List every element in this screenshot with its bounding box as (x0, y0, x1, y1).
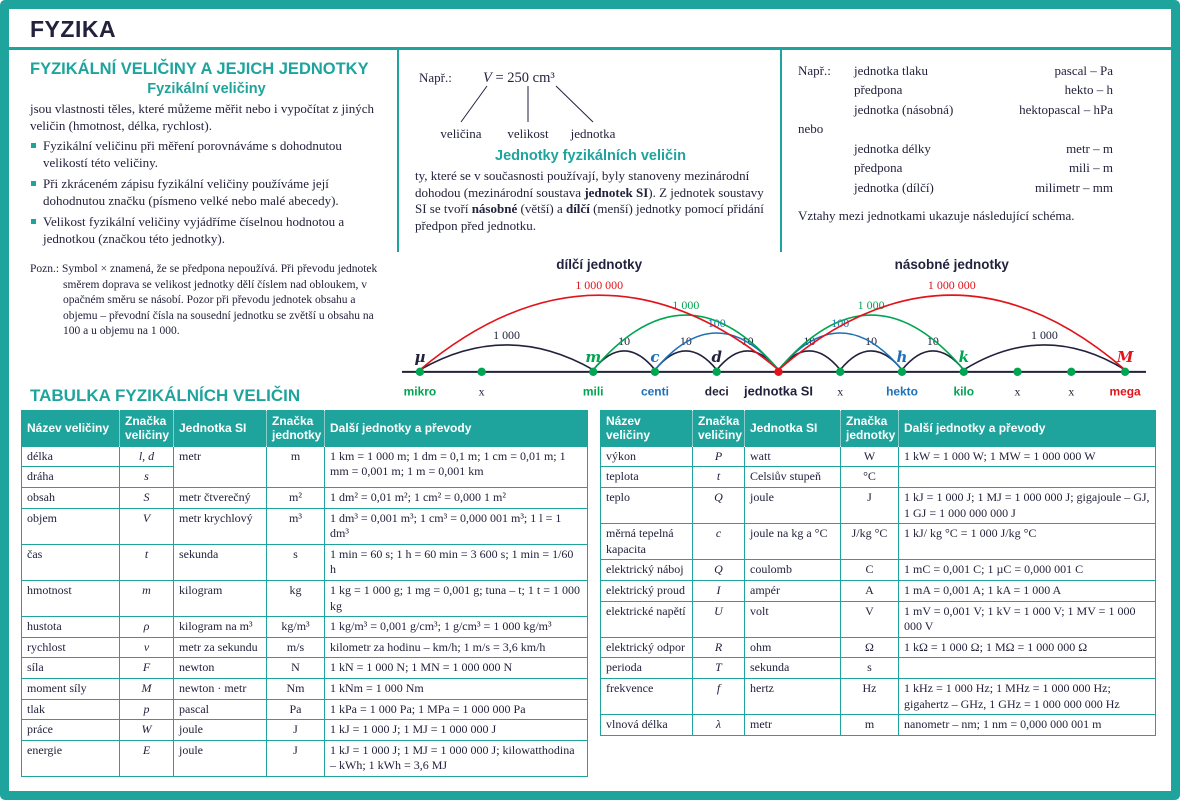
quantity-symbol: U (693, 601, 745, 637)
prefix-point (713, 368, 721, 376)
si-unit-name: watt (745, 446, 841, 467)
callout-unit: jednotka (570, 126, 616, 141)
table-row (22, 740, 588, 776)
quantity-symbol: t (120, 544, 174, 580)
quantity-name: tlak (22, 699, 120, 720)
si-unit-name: metr (174, 446, 267, 487)
si-unit-name: sekunda (745, 658, 841, 679)
quantity-name: hmotnost (22, 580, 120, 616)
other-units: 1 dm³ = 0,001 m³; 1 cm³ = 0,000 001 m³; 1 l = 1 dm³ (325, 508, 588, 544)
conversion-factor: 10 (679, 333, 692, 348)
quantity-name: objem (22, 508, 120, 544)
quantity-name: vlnová délka (601, 715, 693, 736)
unit-symbol: kg (267, 580, 325, 616)
table-row (601, 560, 1156, 581)
prefix-name: hekto (886, 384, 918, 399)
si-unit-name: kilogram (174, 580, 267, 616)
table-row (601, 601, 1156, 637)
table-row (601, 678, 1156, 714)
prefix-example-key: jednotka (násobná) (854, 101, 954, 117)
si-unit-name: joule (174, 740, 267, 776)
quantity-name: teplota (601, 467, 693, 488)
units-subtitle: Jednotky fyzikálních veličin (495, 148, 686, 164)
si-unit-label: jednotka SI (743, 383, 813, 399)
unit-symbol: Nm (267, 678, 325, 699)
other-units: 1 kΩ = 1 000 Ω; 1 MΩ = 1 000 000 Ω (899, 637, 1156, 658)
callout-quantity: veličina (440, 126, 482, 141)
prefix-example-value (953, 120, 1157, 138)
table-row (22, 658, 588, 679)
other-units: 1 min = 60 s; 1 h = 60 min = 3 600 s; 1 min = 1/60 h (325, 544, 588, 580)
prefix-name: centi (641, 384, 669, 399)
quantities-table-left (21, 410, 588, 777)
table-row (601, 524, 1156, 560)
prefix-example-lead (798, 140, 854, 158)
quantity-name: moment síly (22, 678, 120, 699)
quantity-symbol: c (693, 524, 745, 560)
column-header: Další jednotky a převody (899, 411, 1156, 447)
prefix-name: kilo (953, 384, 975, 399)
schema-diagram-area (384, 252, 1171, 410)
prefix-letter: M (1116, 347, 1134, 366)
other-units: 1 kHz = 1 000 Hz; 1 MHz = 1 000 000 Hz; gigahertz – GHz, 1 GHz = 1 000 000 000 Hz (899, 678, 1156, 714)
quantity-symbol: T (693, 658, 745, 679)
tables-section (9, 410, 1171, 777)
table-row (22, 720, 588, 741)
other-units: 1 kJ = 1 000 J; 1 MJ = 1 000 000 J; kilowatthodina – kWh; 1 kWh = 3,6 MJ (325, 740, 588, 776)
unit-symbol: J (841, 487, 899, 523)
quantities-intro: jsou vlastnosti těles, které můžeme měřit nebo i vypočítat z jiných veličin (hmotnost, délka, rychlost). (30, 101, 375, 133)
intro-section (9, 50, 1171, 252)
units-column (397, 50, 780, 252)
other-units: 1 km = 1 000 m; 1 dm = 0,1 m; 1 cm = 0,01 m; 1 mm = 0,001 m; 1 m = 0,001 km (325, 446, 588, 487)
callout-magnitude: velikost (507, 126, 549, 141)
si-unit-name: volt (745, 601, 841, 637)
example-formula: V = 250 cm³ (483, 70, 555, 86)
bullet-item: Při zkráceném zápisu fyzikální veličiny používáme její dohodnutou značku (písmeno velké nebo malé abecedy). (30, 176, 383, 209)
prefix-name: x (1014, 384, 1021, 399)
quantity-name: teplo (601, 487, 693, 523)
prefix-point (589, 368, 597, 376)
unit-symbol: Pa (267, 699, 325, 720)
table-row (22, 580, 588, 616)
conversion-factor: 1 000 000 (927, 278, 976, 293)
prefix-example-column (780, 50, 1171, 252)
column-header: Jednotka SI (174, 411, 267, 447)
prefix-letter: c (650, 347, 660, 366)
quantity-symbol: W (120, 720, 174, 741)
conversion-arc (964, 345, 1125, 370)
table-row (22, 508, 588, 544)
column-header: Značka veličiny (120, 411, 174, 447)
quantities-bullet-list (30, 138, 383, 247)
conversion-factor: 10 (618, 333, 631, 348)
quantity-name: hustota (22, 617, 120, 638)
text-segment: (větší) a (517, 201, 566, 216)
table-title: TABULKA FYZIKÁLNÍCH VELIČIN (30, 386, 301, 405)
si-unit-point (774, 368, 782, 376)
schema-section (9, 252, 1171, 410)
unit-symbol: Ω (841, 637, 899, 658)
unit-symbol: J (267, 740, 325, 776)
si-unit-name: metr krychlový (174, 508, 267, 544)
quantities-column (9, 50, 397, 252)
callout-line (461, 86, 487, 122)
quantity-name: čas (22, 544, 120, 580)
quantity-symbol: t (693, 467, 745, 488)
prefix-example-rows (798, 62, 1157, 197)
other-units: 1 kJ/ kg °C = 1 000 J/kg °C (899, 524, 1156, 560)
diagram-group-title: dílčí jednotky (556, 257, 643, 273)
table-row (22, 487, 588, 508)
si-unit-name: coulomb (745, 560, 841, 581)
table-row (601, 446, 1156, 467)
prefix-letter: m (585, 347, 602, 366)
prefix-example-lead (798, 101, 854, 119)
prefix-example-value: pascal – Pa (1054, 63, 1113, 78)
text-segment: dílčí (565, 201, 590, 216)
si-unit-name: metr čtverečný (174, 487, 267, 508)
other-units: 1 kg = 1 000 g; 1 mg = 0,001 g; tuna – t; 1 t = 1 000 kg (325, 580, 588, 616)
column-header: Název veličiny (22, 411, 120, 447)
si-unit-name: ampér (745, 580, 841, 601)
bullet-item: Fyzikální veličinu při měření porovnáváme s dohodnutou velikostí této veličiny. (30, 138, 383, 171)
table-row (22, 544, 588, 580)
table-row (22, 617, 588, 638)
prefix-point (1013, 368, 1021, 376)
conversion-factor: 1 000 000 (575, 278, 624, 293)
page-header (9, 9, 1171, 50)
prefix-example-key (854, 120, 953, 138)
quantity-symbol: I (693, 580, 745, 601)
si-unit-name: sekunda (174, 544, 267, 580)
quantity-symbol: Q (693, 487, 745, 523)
quantity-example-diagram (415, 60, 765, 144)
quantity-name: délka (22, 446, 120, 467)
unit-symbol: J/kg °C (841, 524, 899, 560)
si-unit-name: kilogram na m³ (174, 617, 267, 638)
other-units: 1 kNm = 1 000 Nm (325, 678, 588, 699)
quantity-symbol: E (120, 740, 174, 776)
quantity-symbol: M (120, 678, 174, 699)
conversion-arc (778, 333, 902, 370)
prefix-letter: k (958, 347, 969, 366)
quantity-symbol: p (120, 699, 174, 720)
prefix-example-key: jednotka (dílčí) (854, 179, 934, 195)
quantity-symbol: F (120, 658, 174, 679)
prefix-letter: h (896, 347, 908, 366)
conversion-factor: 10 (741, 333, 754, 348)
prefix-name: x (478, 384, 485, 399)
conversion-factor: 100 (831, 316, 850, 331)
other-units: 1 mA = 0,001 A; 1 kA = 1 000 A (899, 580, 1156, 601)
column-header: Značka jednotky (841, 411, 899, 447)
bullet-item: Velikost fyzikální veličiny vyjádříme číselnou hodnotou a jednotkou (značkou této jednotky). (30, 214, 383, 247)
quantity-name: rychlost (22, 637, 120, 658)
other-units: 1 mV = 0,001 V; 1 kV = 1 000 V; 1 MV = 1 000 000 V (899, 601, 1156, 637)
section-title: FYZIKÁLNÍ VELIČINY A JEJICH JEDNOTKY (30, 60, 369, 78)
quantity-name: síla (22, 658, 120, 679)
quantity-name: elektrický proud (601, 580, 693, 601)
si-unit-name: ohm (745, 637, 841, 658)
column-header: Značka veličiny (693, 411, 745, 447)
quantity-name: elektrické napětí (601, 601, 693, 637)
conversion-factor: 1 000 (493, 327, 520, 342)
quantity-symbol: m (120, 580, 174, 616)
conversion-factor: 1 000 (1030, 327, 1058, 342)
prefix-name: mili (582, 384, 604, 399)
table-row (601, 658, 1156, 679)
other-units: 1 kW = 1 000 W; 1 MW = 1 000 000 W (899, 446, 1156, 467)
unit-symbol: m³ (267, 508, 325, 544)
unit-symbol: m/s (267, 637, 325, 658)
quantity-name: perioda (601, 658, 693, 679)
table-row (601, 637, 1156, 658)
quantity-name: dráha (22, 467, 120, 488)
unit-symbol: A (841, 580, 899, 601)
unit-symbol: m² (267, 487, 325, 508)
page-title: FYZIKA (30, 16, 117, 42)
quantity-symbol: l, d (120, 446, 174, 467)
other-units: 1 kPa = 1 000 Pa; 1 MPa = 1 000 000 Pa (325, 699, 588, 720)
prefix-letter: d (711, 347, 722, 366)
quantity-symbol: f (693, 678, 745, 714)
unit-symbol: m (267, 446, 325, 487)
quantity-name: elektrický odpor (601, 637, 693, 658)
table-row (22, 446, 588, 467)
conversion-factor: 1 000 (672, 298, 700, 313)
other-units: 1 mC = 0,001 C; 1 µC = 0,000 001 C (899, 560, 1156, 581)
table-row (22, 637, 588, 658)
si-unit-name: newton (174, 658, 267, 679)
unit-symbol: °C (841, 467, 899, 488)
unit-symbol: V (841, 601, 899, 637)
column-header: Další jednotky a převody (325, 411, 588, 447)
prefix-example-value: mili – m (1068, 160, 1113, 176)
unit-symbol: s (267, 544, 325, 580)
quantity-symbol: R (693, 637, 745, 658)
quantity-name: energie (22, 740, 120, 776)
si-unit-name: Celsiův stupeň (745, 467, 841, 488)
prefix-example-lead (798, 179, 854, 197)
si-unit-name: metr za sekundu (174, 637, 267, 658)
prefix-point (416, 368, 424, 376)
prefix-example-lead: nebo (798, 121, 824, 137)
table-row (22, 699, 588, 720)
unit-symbol: J (267, 720, 325, 741)
text-segment: ty, které se v současnosti používají, byly stanoveny mezinárodní dohodou (mezinárodní soustava (415, 168, 750, 200)
unit-symbol: N (267, 658, 325, 679)
table-row (601, 467, 1156, 488)
quantity-name: elektrický náboj (601, 560, 693, 581)
quantities-table-right (600, 410, 1156, 736)
unit-symbol: kg/m³ (267, 617, 325, 638)
conversion-factor: 10 (803, 333, 816, 348)
prefix-name: x (1068, 384, 1075, 399)
column-header: Značka jednotky (267, 411, 325, 447)
prefix-example-key: předpona (854, 160, 903, 176)
column-header: Jednotka SI (745, 411, 841, 447)
quantity-name: práce (22, 720, 120, 741)
si-unit-name: newton · metr (174, 678, 267, 699)
conversion-factor: 100 (707, 316, 726, 331)
diagram-group-title: násobné jednotky (894, 257, 1009, 273)
unit-symbol: s (841, 658, 899, 679)
other-units: 1 dm² = 0,01 m²; 1 cm² = 0,000 1 m² (325, 487, 588, 508)
si-unit-name: joule na kg a °C (745, 524, 841, 560)
quantity-symbol: v (120, 637, 174, 658)
other-units: nanometr – nm; 1 nm = 0,000 000 001 m (899, 715, 1156, 736)
quantity-name: frekvence (601, 678, 693, 714)
quantity-symbol: ρ (120, 617, 174, 638)
prefix-example-key: předpona (854, 82, 903, 98)
prefix-name: mega (1109, 384, 1141, 399)
prefix-point (960, 368, 968, 376)
quantity-symbol: S (120, 487, 174, 508)
prefix-point (1067, 368, 1075, 376)
column-header: Název veličiny (601, 411, 693, 447)
unit-prefix-schema (398, 254, 1150, 406)
prefix-example-key: jednotka tlaku (854, 63, 929, 78)
si-unit-name: metr (745, 715, 841, 736)
other-units (899, 658, 1156, 679)
prefix-name: mikro (403, 384, 437, 399)
quantity-name: výkon (601, 446, 693, 467)
text-segment: jednotek SI (584, 184, 649, 200)
quantity-symbol: Q (693, 560, 745, 581)
prefix-example-value: hekto – h (1064, 82, 1113, 98)
text-segment: (menší) jednotky pomocí přidání předpon před jednotku. (415, 201, 764, 233)
prefix-point (1121, 368, 1129, 376)
prefix-name: x (837, 384, 844, 399)
prefix-example-lead: Např.: (798, 63, 831, 78)
conversion-factor: 10 (926, 333, 939, 348)
header-row (601, 411, 1156, 447)
units-text (415, 168, 766, 234)
prefix-example-value: hektopascal – hPa (1019, 101, 1113, 117)
example-lead: Např.: (419, 70, 452, 85)
prefix-example-value: milimetr – mm (1035, 179, 1113, 195)
other-units: 1 kJ = 1 000 J; 1 MJ = 1 000 000 J (325, 720, 588, 741)
prefix-point (836, 368, 844, 376)
prefix-example-lead (798, 159, 854, 177)
prefix-letter: µ (414, 347, 426, 366)
other-units: 1 kJ = 1 000 J; 1 MJ = 1 000 000 J; gigajoule – GJ, 1 GJ = 1 000 000 000 J (899, 487, 1156, 523)
quantity-symbol: P (693, 446, 745, 467)
quantity-symbol: s (120, 467, 174, 488)
prefix-point (651, 368, 659, 376)
si-unit-name: hertz (745, 678, 841, 714)
unit-symbol: Hz (841, 678, 899, 714)
schema-note-column (9, 252, 384, 410)
prefix-name: deci (704, 384, 729, 399)
text-segment: násobné (471, 201, 518, 216)
quantity-name: obsah (22, 487, 120, 508)
unit-symbol: m (841, 715, 899, 736)
unit-symbol: C (841, 560, 899, 581)
prefix-point (477, 368, 485, 376)
table-row (601, 487, 1156, 523)
si-unit-name: joule (174, 720, 267, 741)
quantity-symbol: λ (693, 715, 745, 736)
unit-symbol: W (841, 446, 899, 467)
prefix-example-key: jednotka délky (854, 140, 931, 156)
other-units: 1 kg/m³ = 0,001 g/cm³; 1 g/cm³ = 1 000 kg/m³ (325, 617, 588, 638)
header-row (22, 411, 588, 447)
table-row (601, 580, 1156, 601)
quantities-subtitle: Fyzikální veličiny (147, 81, 266, 97)
quantity-name: měrná tepelná kapacita (601, 524, 693, 560)
quantity-symbol: V (120, 508, 174, 544)
callout-line (556, 86, 593, 122)
schema-lead-text: Vztahy mezi jednotkami ukazuje následující schéma. (798, 208, 1075, 224)
conversion-factor: 1 000 (857, 298, 885, 313)
prefix-example-lead (798, 81, 854, 99)
conversion-arc (420, 345, 593, 370)
table-row (601, 715, 1156, 736)
other-units: kilometr za hodinu – km/h; 1 m/s = 3,6 km/h (325, 637, 588, 658)
prefix-point (898, 368, 906, 376)
text-segment: ). Z jednotek soustavy SI se tvoří (415, 184, 764, 216)
prefix-example-value: metr – m (1066, 140, 1113, 156)
conversion-factor: 10 (865, 333, 878, 348)
table-row (22, 678, 588, 699)
si-unit-name: joule (745, 487, 841, 523)
other-units: 1 kN = 1 000 N; 1 MN = 1 000 000 N (325, 658, 588, 679)
other-units (899, 467, 1156, 488)
si-unit-name: pascal (174, 699, 267, 720)
note-text: Pozn.: Symbol × znamená, že se předpona nepoužívá. Při převodu jednotek směrem doprava se velikost jednotky dělí číslem nad obloukem, v opačném směru se násobí. Pozor při převodu jednotek obsahu a objemu – převodní čísla na sousední jednotku se zvětší u obsahu na 100 a u objemu na 1 000. (30, 263, 378, 338)
